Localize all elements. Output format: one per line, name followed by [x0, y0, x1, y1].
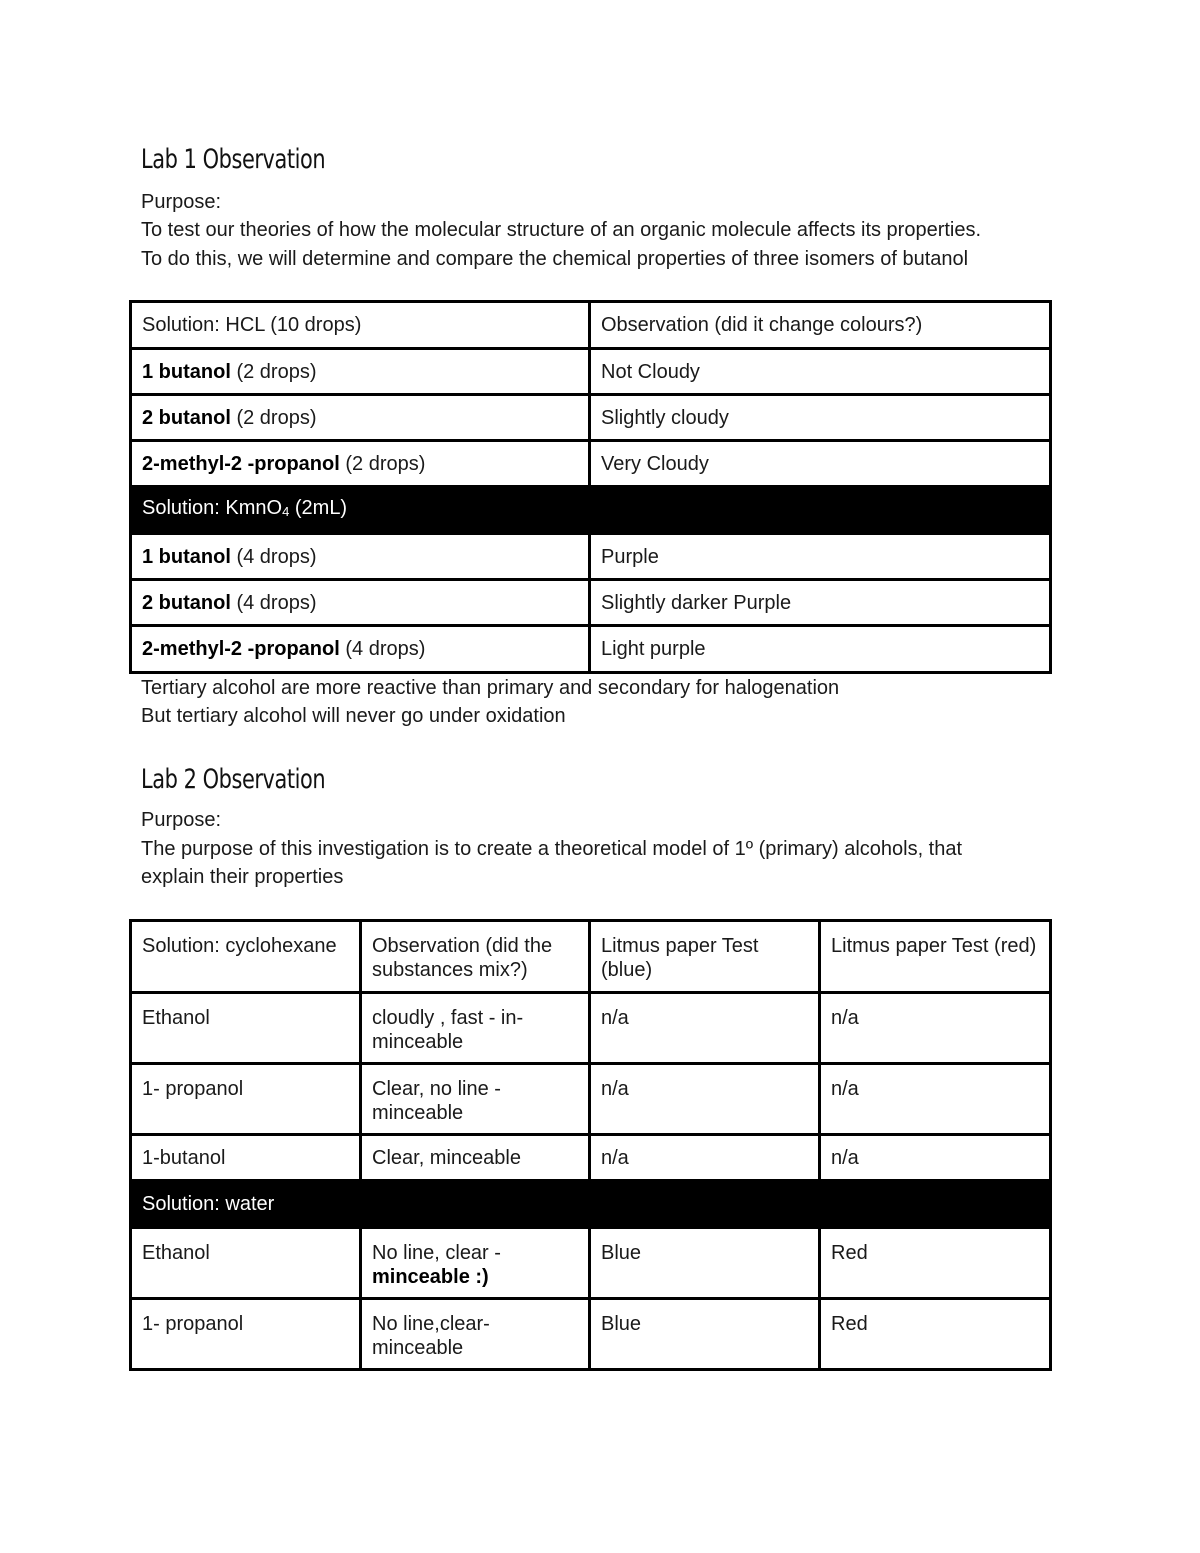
observation-text: No line, clear - [372, 1242, 501, 1264]
lab1-note-1: Tertiary alcohol are more reactive than primary and secondary for halogenation [141, 677, 840, 699]
table-row [131, 349, 1051, 395]
table-cell [361, 1228, 590, 1299]
table-row [131, 1228, 1051, 1299]
compound-amount: (2 drops) [230, 360, 317, 383]
table-row [131, 626, 1051, 673]
lab2-purpose-line-2: explain their properties [141, 866, 344, 888]
lab2-purpose-label: Purpose: [141, 809, 222, 831]
table-cell: n/a [820, 993, 1051, 1064]
lab1-note-2: But tertiary alcohol will never go under oxidation [141, 705, 566, 727]
table-header-row [131, 302, 1051, 349]
lab1-purpose-label: Purpose: [141, 191, 222, 213]
table-cell: n/a [590, 1064, 820, 1135]
table-header-cell: Litmus paper Test (red) [820, 921, 1051, 993]
table-cell: Slightly darker Purple [590, 580, 1051, 626]
table-cell [131, 441, 590, 487]
table-cell: Ethanol [131, 993, 361, 1064]
section-header-cell: Solution: water [131, 1181, 1051, 1228]
table-cell: Blue [590, 1228, 820, 1299]
section-header-cell [131, 487, 1051, 534]
lab1-purpose-line-1: To test our theories of how the molecular structure of an organic molecule affects its properties. [141, 219, 982, 241]
table-cell: Blue [590, 1299, 820, 1370]
compound-name: 1 butanol [142, 360, 231, 383]
table-row [131, 1299, 1051, 1370]
table-row [131, 580, 1051, 626]
table-cell: n/a [820, 1135, 1051, 1181]
table-row [131, 993, 1051, 1064]
table-cell: Red [820, 1228, 1051, 1299]
table-cell: Clear, minceable [361, 1135, 590, 1181]
table-row [131, 1064, 1051, 1135]
compound-name: 2 butanol [142, 591, 231, 614]
table-cell: Very Cloudy [590, 441, 1051, 487]
compound-name: 1 butanol [142, 545, 231, 568]
table-section-row [131, 1181, 1051, 1228]
table-cell [131, 580, 590, 626]
table-cell: n/a [590, 1135, 820, 1181]
compound-amount: (2 drops) [339, 452, 426, 475]
section-label-subscript: 4 [282, 504, 290, 519]
table-row [131, 395, 1051, 441]
table-cell: n/a [590, 993, 820, 1064]
table-header-cell: Observation (did the substances mix?) [361, 921, 590, 993]
table-cell [131, 626, 590, 673]
table-header-cell: Solution: cyclohexane [131, 921, 361, 993]
compound-amount: (2 drops) [230, 406, 317, 429]
compound-amount: (4 drops) [339, 638, 426, 660]
compound-amount: (4 drops) [230, 591, 317, 614]
table-cell: Purple [590, 534, 1051, 580]
table-header-cell: Solution: HCL (10 drops) [131, 302, 590, 349]
table-cell: Ethanol [131, 1228, 361, 1299]
lab2-title: Lab 2 Observation [141, 764, 326, 795]
observation-emphasis: minceable :) [372, 1266, 489, 1288]
table-cell [131, 534, 590, 580]
table-cell: Clear, no line - minceable [361, 1064, 590, 1135]
table-cell: Red [820, 1299, 1051, 1370]
table-cell: n/a [820, 1064, 1051, 1135]
table-cell: No line,clear- minceable [361, 1299, 590, 1370]
table-row [131, 1135, 1051, 1181]
compound-name: 2 butanol [142, 406, 231, 429]
table-cell [131, 395, 590, 441]
table-header-row [131, 921, 1051, 993]
lab2-purpose-line-1: The purpose of this investigation is to create a theoretical model of 1º (primary) alcohols, that [141, 838, 963, 860]
table-cell: cloudly , fast - in-minceable [361, 993, 590, 1064]
lab2-table [129, 919, 1052, 1371]
table-cell: 1-butanol [131, 1135, 361, 1181]
table-cell: Light purple [590, 626, 1051, 673]
table-cell [131, 349, 590, 395]
table-cell: Slightly cloudy [590, 395, 1051, 441]
table-cell: 1- propanol [131, 1064, 361, 1135]
section-label-suffix: (2mL) [289, 497, 348, 519]
table-header-cell: Litmus paper Test (blue) [590, 921, 820, 993]
table-section-row [131, 487, 1051, 534]
section-label: Solution: KmnO [142, 497, 283, 519]
lab1-table [129, 300, 1052, 674]
table-row [131, 534, 1051, 580]
table-cell: 1- propanol [131, 1299, 361, 1370]
compound-name: 2-methyl-2 -propanol [142, 452, 340, 475]
table-row [131, 441, 1051, 487]
table-cell: Not Cloudy [590, 349, 1051, 395]
lab1-purpose-line-2: To do this, we will determine and compare the chemical properties of three isomers of butanol [141, 248, 969, 270]
lab1-title: Lab 1 Observation [141, 144, 326, 175]
table-header-cell: Observation (did it change colours?) [590, 302, 1051, 349]
compound-name: 2-methyl-2 -propanol [142, 638, 340, 660]
compound-amount: (4 drops) [230, 545, 317, 568]
